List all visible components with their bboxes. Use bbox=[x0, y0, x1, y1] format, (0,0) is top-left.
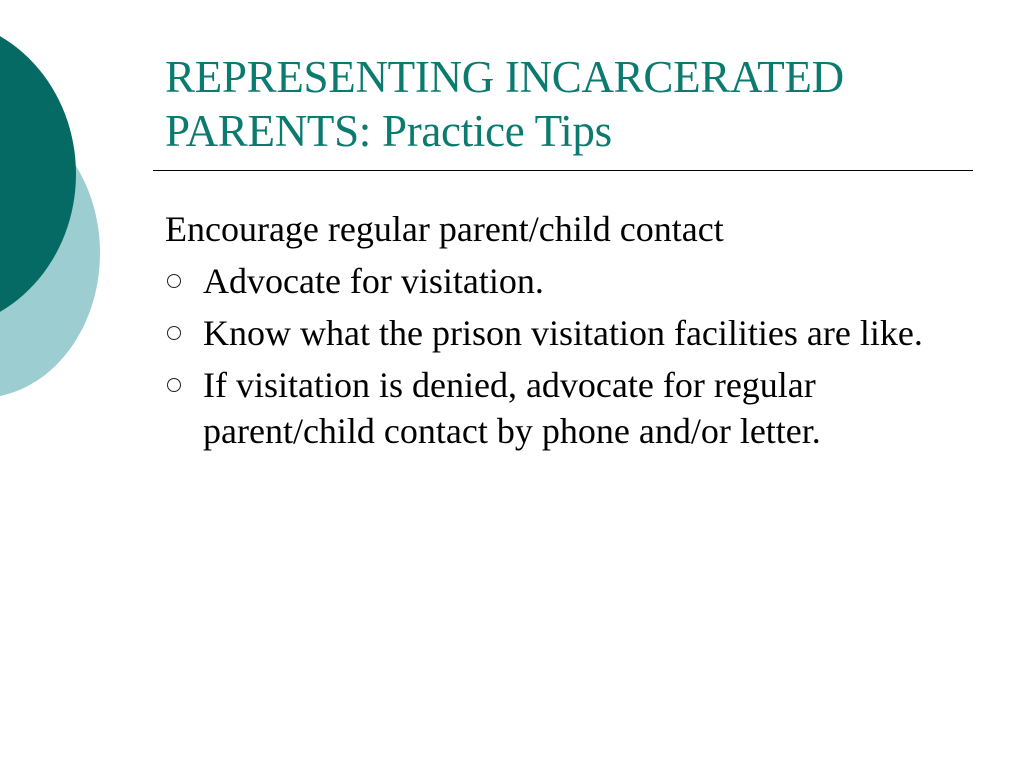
list-item bbox=[165, 362, 965, 454]
bullet-list bbox=[165, 258, 965, 454]
slide-body bbox=[165, 206, 965, 454]
bullet-text: Know what the prison visitation facilities are like. bbox=[203, 313, 923, 353]
hollow-circle-bullet-icon bbox=[167, 326, 181, 340]
hollow-circle-bullet-icon bbox=[167, 274, 181, 288]
lead-text: Encourage regular parent/child contact bbox=[165, 209, 724, 249]
list-item bbox=[165, 310, 965, 356]
list-item bbox=[165, 258, 965, 304]
hollow-circle-bullet-icon bbox=[167, 378, 181, 392]
bullet-text: Advocate for visitation. bbox=[203, 261, 544, 301]
slide-title: REPRESENTING INCARCERATED PARENTS: Practice Tips bbox=[165, 52, 844, 156]
title-divider bbox=[153, 170, 973, 171]
bullet-text: If visitation is denied, advocate for regular parent/child contact by phone and/or letter. bbox=[203, 365, 821, 451]
